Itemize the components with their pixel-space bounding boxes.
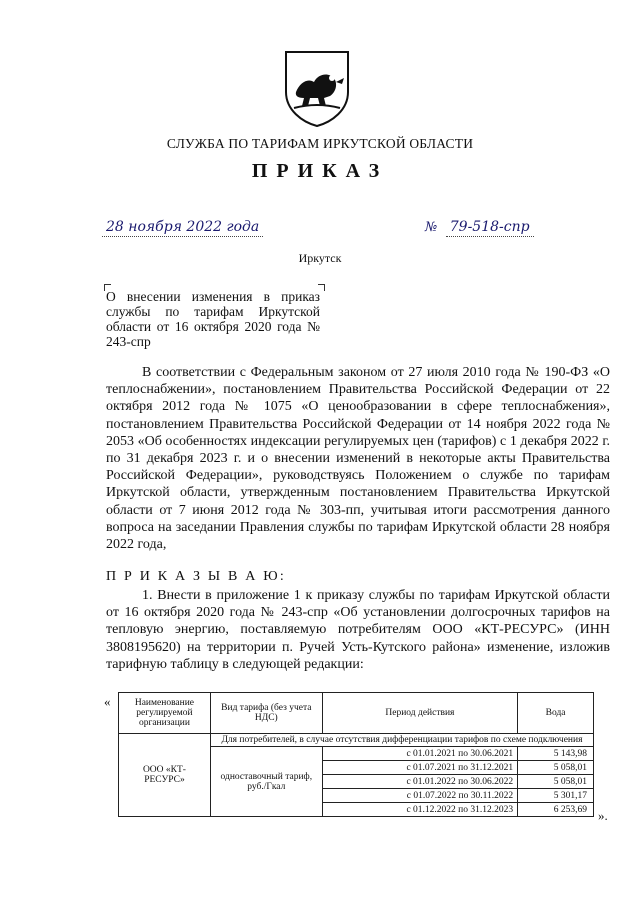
value-cell: 5 058,01 — [518, 775, 594, 789]
period-cell: с 01.07.2022 по 30.11.2022 — [322, 789, 517, 803]
preamble — [106, 364, 610, 553]
order-word: П Р И К А З Ы В А Ю: — [106, 569, 286, 584]
agency-name: СЛУЖБА ПО ТАРИФАМ ИРКУТСКОЙ ОБЛАСТИ — [166, 136, 474, 151]
tariff-type-cell: одноставочный тариф, руб./Гкал — [210, 747, 322, 817]
item-1-text: 1. Внести в приложение 1 к приказу службы по тарифам Иркутской области от 16 октября 2020 года № 243-спр «Об установлении долгосрочных тарифов на тепловую энергию, поставляемую потребителям ООО «КТ-РЕСУРС» (ИНН 3808195620) на территории п. Ручей Усть-Кутского района» изменение, изложив тарифную таблицу в следующей редакции: — [106, 588, 610, 672]
header-period: Период действия — [322, 693, 517, 734]
preamble-text: В соответствии с Федеральным законом от 27 июля 2010 года № 190-ФЗ «О теплоснабжении», постановлением Правительства Российской Федерации от 22 октября 2012 года № 1075 «О ценообразовании в сфере теплоснабжения», постановлением Правительства Российской Федерации от 14 ноября 2022 года № 2053 «Об особенностях индексации регулируемых цен (тарифов) с 1 декабря 2022 г. по 31 декабря 2023 г. и о внесении изменений в некоторые акты Правительства Российской Федерации», руководствуясь Положением о службе по тарифам Иркутской области, утвержденным постановлением Правительства Иркутской области от 7 июня 2012 года № 303-пп, учитывая итоги рассмотрения данного вопроса на заседании Правления службы по тарифам Иркутской области 28 ноября 2022 года, — [106, 365, 610, 553]
period-cell: с 01.07.2021 по 31.12.2021 — [322, 761, 517, 775]
table-header-row — [119, 693, 594, 734]
header-tariff-type: Вид тарифа (без учета НДС) — [210, 693, 322, 734]
value-cell: 5 143,98 — [518, 747, 594, 761]
order-number — [425, 219, 534, 235]
opening-quote: « — [104, 694, 111, 709]
order-subject: О внесении изменения в приказ службы по тарифам Иркутской области от 16 октября 2020 года № 243-спр — [106, 289, 320, 349]
closing-quote: ». — [598, 808, 608, 823]
value-cell: 5 058,01 — [518, 761, 594, 775]
handwritten-date: 28 ноября 2022 года — [102, 219, 263, 237]
order-date — [102, 219, 263, 235]
value-cell: 6 253,69 — [518, 803, 594, 817]
period-cell: с 01.12.2022 по 31.12.2023 — [322, 803, 517, 817]
document-title: ПРИКАЗ — [251, 160, 389, 182]
table-row — [119, 734, 594, 747]
tariff-table — [118, 692, 594, 817]
item-1 — [106, 587, 610, 673]
subheader-cell: Для потребителей, в случае отсутствия дифференциации тарифов по схеме подключения — [210, 734, 593, 747]
header-water: Вода — [518, 693, 594, 734]
number-sign: № — [425, 220, 438, 235]
header-organization: Наименование регулируемой организации — [119, 693, 211, 734]
value-cell: 5 301,17 — [518, 789, 594, 803]
period-cell: с 01.01.2022 по 30.06.2022 — [322, 775, 517, 789]
handwritten-number: 79-518-спр — [446, 219, 534, 237]
organization-cell: ООО «КТ-РЕСУРС» — [119, 734, 211, 817]
city-name: Иркутск — [298, 251, 342, 265]
period-cell: с 01.01.2021 по 30.06.2021 — [322, 747, 517, 761]
coat-of-arms-icon — [280, 48, 354, 128]
